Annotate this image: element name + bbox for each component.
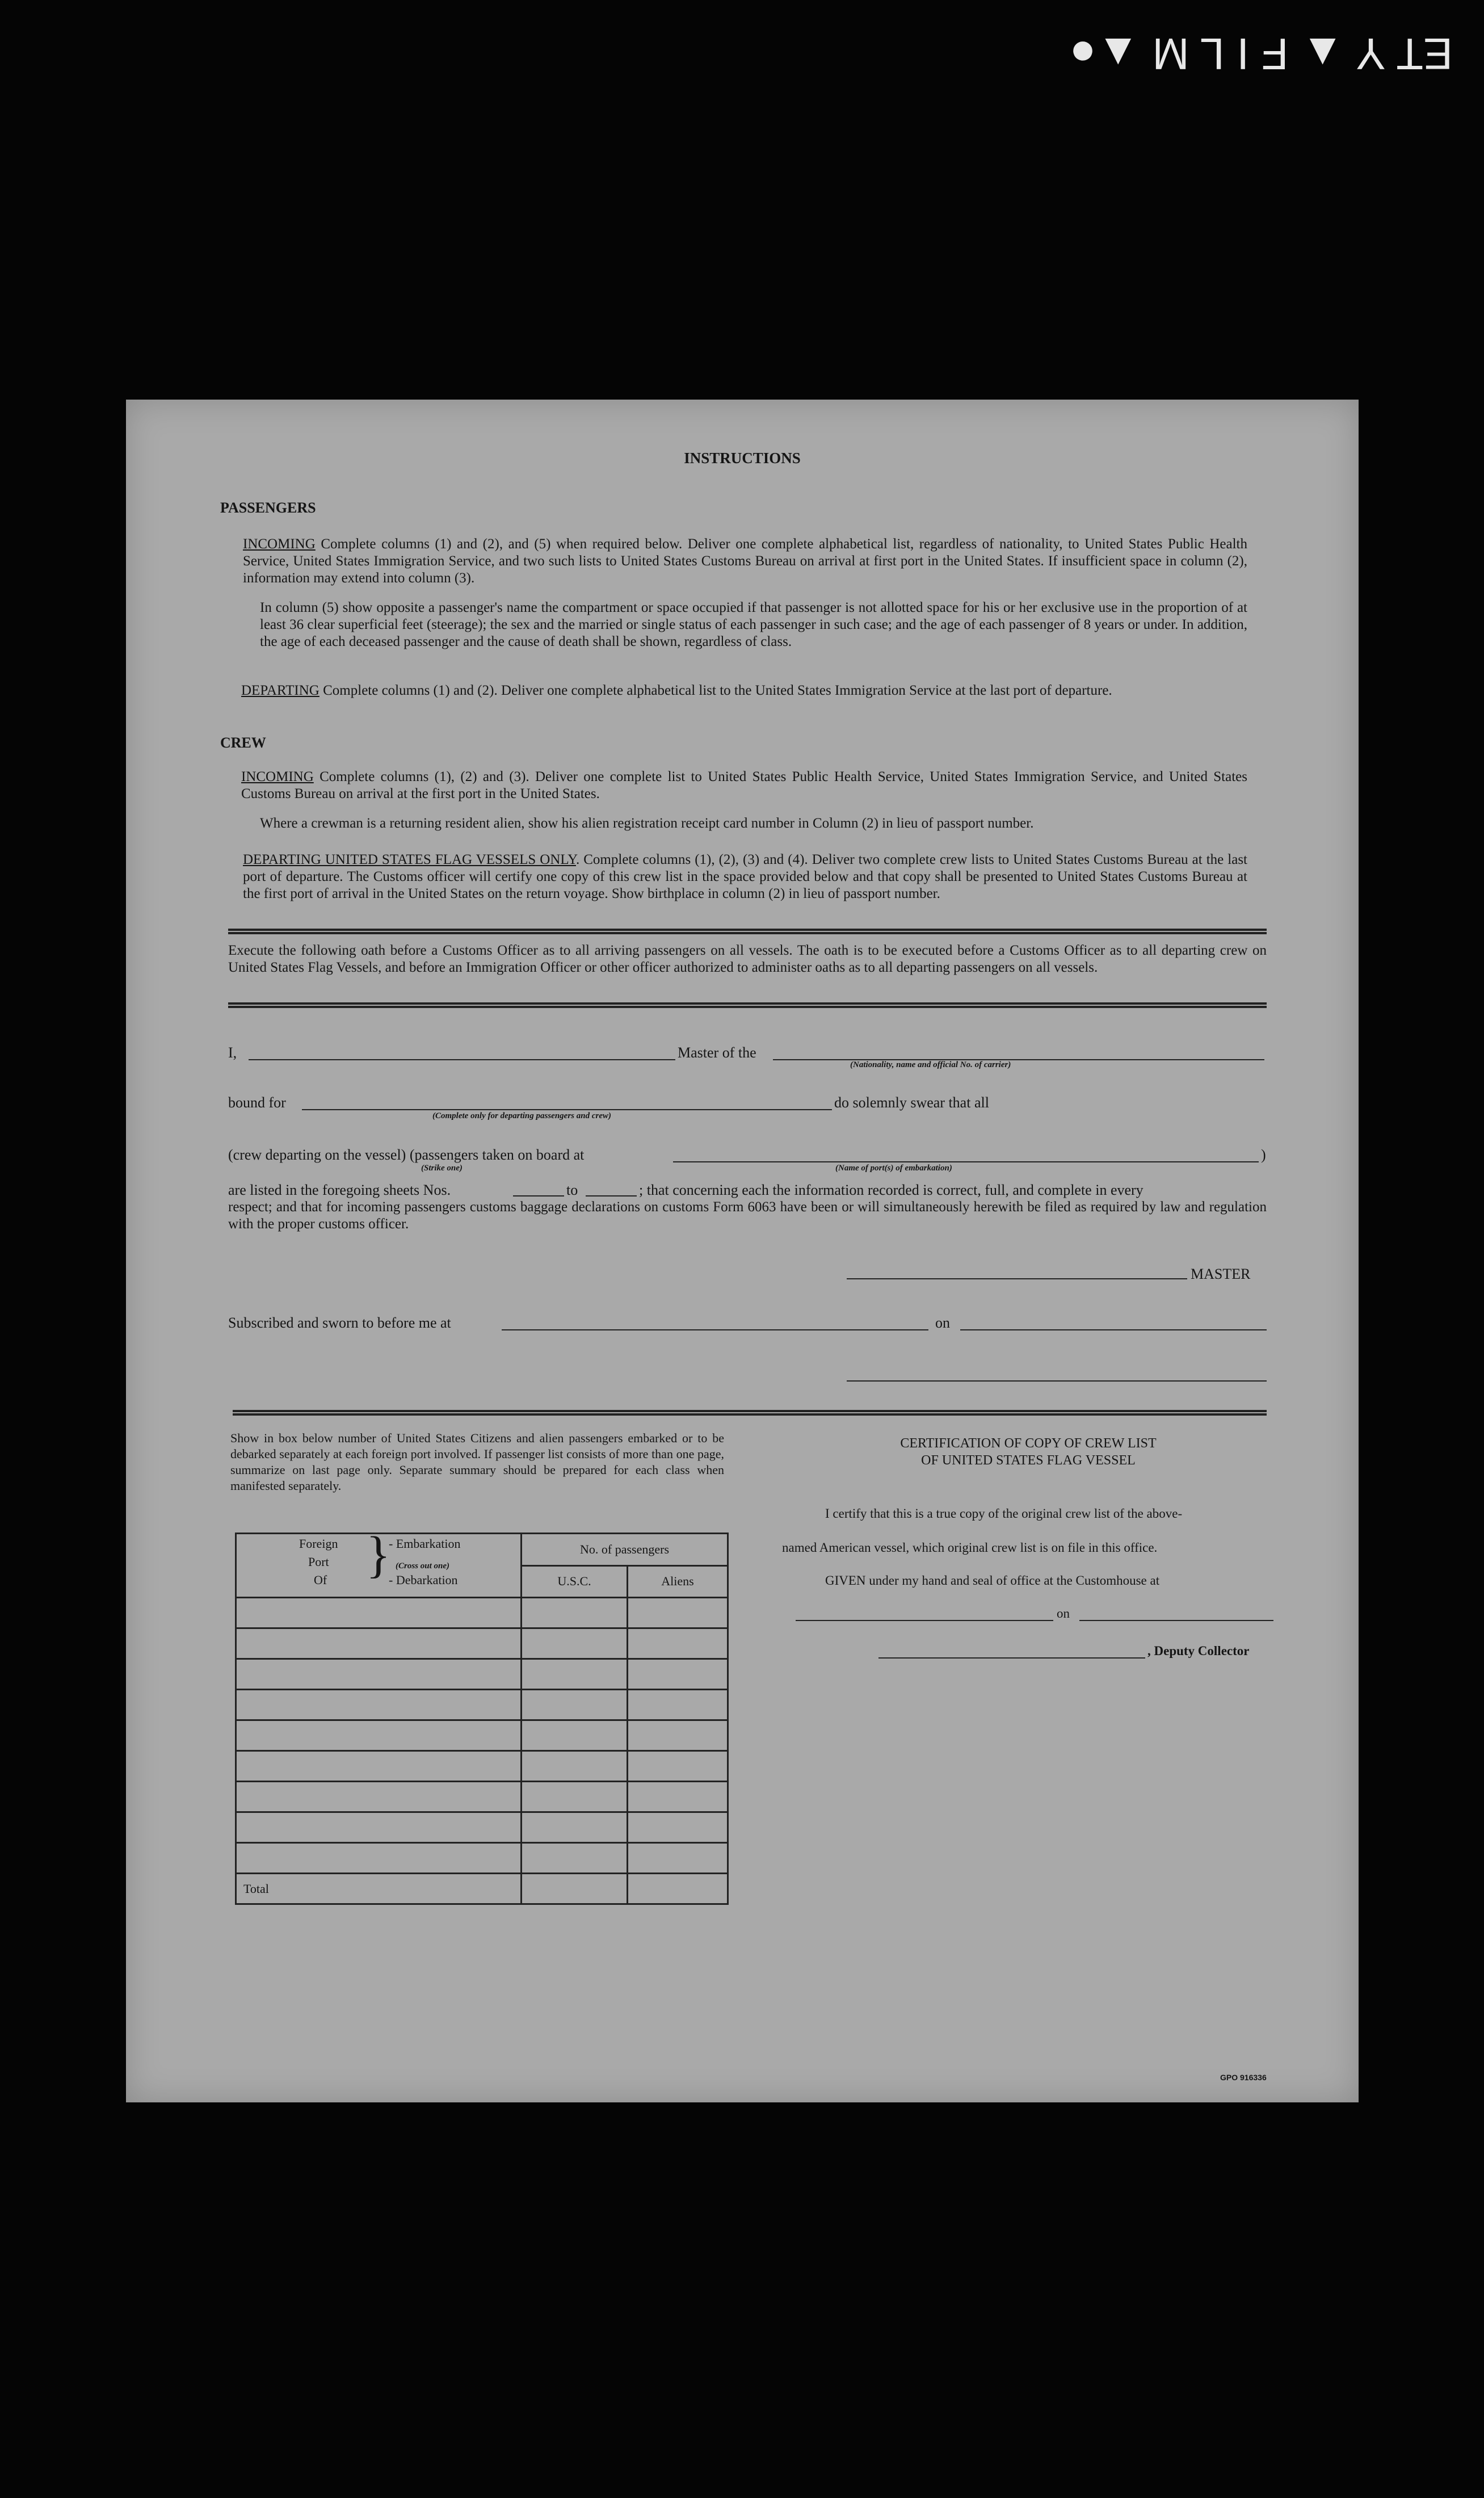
master-name-line[interactable] <box>249 1059 675 1060</box>
form-page <box>126 400 1359 2102</box>
crew-departing-label: DEPARTING UNITED STATES FLAG VESSELS ONLY <box>243 852 576 867</box>
embarkation-label: - Embarkation <box>389 1536 461 1551</box>
aliens-header: Aliens <box>628 1565 728 1598</box>
sworn-date-line[interactable] <box>960 1329 1267 1330</box>
table-row <box>236 1598 728 1628</box>
crew-departing-paragraph: DEPARTING UNITED STATES FLAG VESSELS ONLY. Complete columns (1), (2), (3) and (4). Deliver two complete crew lists to United States Customs Bureau at the last port of departure. The Customs officer will certify one copy of this crew list in the space provided below and that copy shall be presented to United States Customs Bureau at the first port of arrival in the United States on the return voyage. Show birthplace in column (2) in lieu of passport number. <box>243 852 1247 901</box>
crew-incoming-label: INCOMING <box>241 769 314 784</box>
certify-line-1: I certify that this is a true copy of the original crew list of the above- <box>825 1506 1183 1521</box>
table-row <box>236 1720 728 1751</box>
certification-title-1: CERTIFICATION OF COPY OF CREW LIST <box>900 1436 1157 1451</box>
complete-only-note: (Complete only for departing passengers and crew) <box>432 1111 611 1120</box>
brace-glyph: } <box>366 1527 391 1583</box>
sheet-from-line[interactable] <box>513 1195 564 1196</box>
passengers-departing-text: Complete columns (1) and (2). Deliver one complete alphabetical list to the United States Immigration Service at the last port of departure. <box>323 683 1112 698</box>
table-row <box>236 1690 728 1720</box>
master-label: MASTER <box>1191 1266 1251 1282</box>
usc-header: U.S.C. <box>522 1565 628 1598</box>
sworn-place-line[interactable] <box>502 1329 928 1330</box>
listed-statement: ; that concerning each the information recorded is correct, full, and complete in every <box>639 1182 1144 1198</box>
summary-instruction: Show in box below number of United States Citizens and alien passengers embarked or to be debarked separately at each foreign port involved. If passenger list consists of more than one page, summarize on last page only. Separate summary should be prepared for each class when manifested separately. <box>230 1431 724 1493</box>
port-name-note: (Name of port(s) of embarkation) <box>835 1164 952 1173</box>
crew-incoming-text: Complete columns (1), (2) and (3). Deliver one complete list to United States Public Health Service, United States Immigration Service, and United States Customs Bureau on arrival at the first port in the United States. <box>241 769 1248 801</box>
close-paren: ) <box>1261 1147 1266 1163</box>
summary-header-row <box>236 1534 728 1566</box>
crew-resident-paragraph: Where a crewman is a returning resident alien, show his alien registration receipt card number in Column (2) in lieu of passport number. <box>260 816 1034 831</box>
passengers-departing-paragraph <box>241 682 1247 699</box>
crew-departing-label-text: (crew departing on the vessel) (passengers taken on board at <box>228 1147 585 1163</box>
crew-departing-text: Complete columns (1), (2), (3) and (4). Deliver two complete crew lists to United States Customs Bureau at the last port of departure. The Customs officer will certify one copy of this crew list in the space provided below and that copy shall be presented to United States Customs Bureau at the first port of arrival in the United States on the return voyage. Show birthplace in column (2) in lieu of passport number. <box>243 852 1247 901</box>
oath-instruction-paragraph: Execute the following oath before a Customs Officer as to all arriving passengers on all vessels. The oath is to be executed before a Customs Officer as to all departing crew on United States Flag Vessels, and before an Immigration Officer or other officer authorized to administer oaths as to all departing passengers on all vessels. <box>228 943 1267 975</box>
strike-one-note: (Strike one) <box>421 1164 463 1173</box>
swear-label: do solemnly swear that all <box>834 1094 989 1111</box>
carrier-line[interactable] <box>773 1059 1264 1060</box>
passengers-departing-label: DEPARTING <box>241 683 319 698</box>
gpo-code: GPO 916336 <box>1220 2073 1267 2082</box>
foreign-label: Foreign <box>299 1536 338 1551</box>
instructions-title: INSTRUCTIONS <box>684 450 801 467</box>
double-rule-bottom <box>233 1410 1267 1416</box>
table-row <box>236 1782 728 1812</box>
crew-incoming-paragraph <box>241 769 1247 803</box>
master-signature-line[interactable] <box>847 1278 1187 1279</box>
double-rule-oath <box>228 1002 1267 1008</box>
port-label: Port <box>308 1555 329 1569</box>
given-label: GIVEN under my hand and seal of office at the Customhouse at <box>825 1573 1160 1588</box>
officer-signature-line[interactable] <box>847 1380 1267 1382</box>
sworn-on-label: on <box>935 1315 950 1331</box>
collector-signature-line[interactable] <box>878 1657 1145 1659</box>
oath-i-label: I, <box>228 1044 237 1061</box>
passengers-column5-paragraph: In column (5) show opposite a passenger's name the compartment or space occupied if that passenger is not allotted space for his or her exclusive use in the proportion of at least 36 clear superficial feet (steerage); the sex and the married or single status of each passenger in such case; and the age of each passenger of 8 years or under. In addition, the age of each deceased passenger and the cause of death shall be shown, regardless of class. <box>260 600 1247 649</box>
passengers-heading: PASSENGERS <box>220 499 316 516</box>
table-row <box>236 1659 728 1690</box>
deputy-collector-label: , Deputy Collector <box>1147 1644 1250 1658</box>
sheet-to-line[interactable] <box>586 1195 637 1196</box>
debarkation-label: - Debarkation <box>389 1573 458 1587</box>
listed-to-label: to <box>566 1182 578 1198</box>
passengers-incoming-text: Complete columns (1) and (2), and (5) when required below. Deliver one complete alphabetical list, regardless of nationality, to United States Public Health Service, United States Immigration Service, and two such lists to United States Customs Bureau on arrival at first port in the United States. If insufficient space in column (2), information may extend into column (3). <box>243 536 1247 586</box>
customhouse-line[interactable] <box>796 1620 1053 1621</box>
crew-heading: CREW <box>220 734 266 751</box>
of-label: Of <box>314 1573 327 1587</box>
table-row <box>236 1843 728 1874</box>
certify-on-label: on <box>1057 1606 1070 1620</box>
table-row <box>236 1751 728 1782</box>
passengers-incoming-label: INCOMING <box>243 536 316 552</box>
no-passengers-header: No. of passengers <box>522 1534 728 1566</box>
bound-for-line[interactable] <box>302 1109 832 1110</box>
table-row <box>236 1628 728 1659</box>
listed-sheets-label: are listed in the foregoing sheets Nos. <box>228 1182 451 1198</box>
bound-for-label: bound for <box>228 1094 286 1111</box>
passenger-summary-table <box>235 1527 729 1905</box>
subscribed-label: Subscribed and sworn to before me at <box>228 1315 451 1331</box>
total-row <box>236 1874 728 1904</box>
certify-line-2: named American vessel, which original crew list is on file in this office. <box>782 1540 1158 1555</box>
certify-date-line[interactable] <box>1079 1620 1273 1621</box>
total-label: Total <box>236 1874 522 1904</box>
microfilm-header-strip: ET Y ▲ F I L M ▲● <box>1069 29 1453 79</box>
listed-statement-rest: respect; and that for incoming passengers customs baggage declarations on customs Form 6063 have been or will simultaneously herewith be filed as required by law and regulation with the proper customs officer. <box>228 1199 1267 1232</box>
foreign-port-header <box>236 1527 522 1598</box>
double-rule-top <box>228 929 1267 934</box>
table-row <box>236 1812 728 1843</box>
cross-out-note: (Cross out one) <box>396 1561 450 1571</box>
certification-title-2: OF UNITED STATES FLAG VESSEL <box>921 1453 1136 1468</box>
nationality-note: (Nationality, name and official No. of carrier) <box>850 1060 1011 1069</box>
master-of-label: Master of the <box>678 1044 756 1061</box>
embarkation-port-line[interactable] <box>673 1161 1259 1162</box>
passengers-incoming-paragraph <box>243 536 1247 587</box>
